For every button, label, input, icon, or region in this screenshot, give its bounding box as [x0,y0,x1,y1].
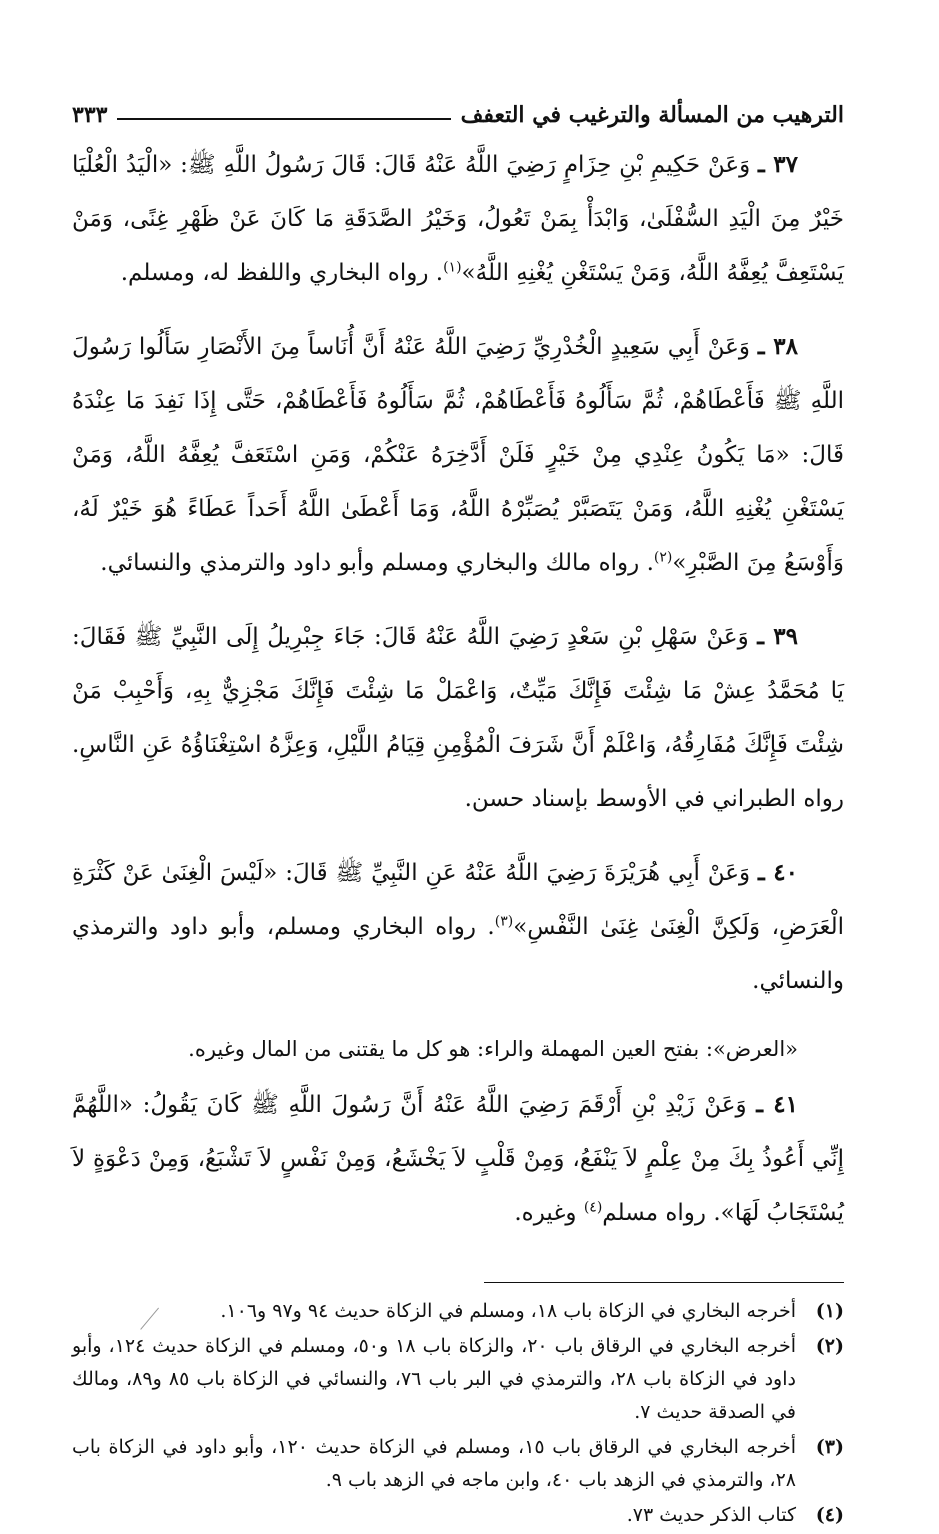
hadith-number: ٤٠ ـ [758,859,798,886]
footnote-ref[interactable]: (٣) [494,913,514,930]
footnote-text: أخرجه البخاري في الرقاق باب ٢٠، والزكاة باب ١٨ و٥٠، ومسلم في الزكاة حديث ١٢٤، وأبو داود في الزكاة باب ٢٨، والترمذي في البر باب ٧٦، والنسائي في الزكاة باب ٨٥ و٨٩، ومالك في الصدقة حديث ٧. [72,1335,797,1423]
hadith-number: ٣٨ ـ [757,333,798,360]
header-rule [117,118,450,120]
hadith-source: . رواه البخاري واللفظ له، ومسلم. [120,260,444,286]
running-header-title: الترهيب من المسألة والترغيب في التعفف [460,102,844,128]
footnote-item [72,1499,844,1532]
footnote-separator [72,1260,844,1295]
footnote-item [72,1295,844,1328]
footnotes [72,1295,844,1532]
hadith-source: وغيره. [514,1200,584,1226]
hadith-39 [72,610,844,826]
hadith-text: وَعَنْ أَبِي سَعِيدٍ الْخُدْرِيِّ رَضِيَ اللَّهُ عَنْهُ أَنَّ أُنَاساً مِنَ الأَنْصَارِ سَأَلُوا رَسُولَ اللَّهِ ﷺ فَأَعْطَاهُمْ، ثُمَّ سَأَلُوهُ فَأَعْطَاهُمْ، ثُمَّ سَأَلُوهُ فَأَعْطَاهُمْ، حَتَّى إِذَا نَفِدَ مَا عِنْدَهُ قَالَ: «مَا يَكُونُ عِنْدِي مِنْ خَيْرٍ فَلَنْ أَدَّخِرَهُ عَنْكُمْ، وَمَنِ اسْتَعَفَّ يُعِفَّهُ اللَّهُ، وَمَنْ يَسْتَغْنِ يُغْنِهِ اللَّهُ، وَمَنْ يَتَصَبَّرْ يُصَبِّرْهُ اللَّهُ، وَمَا أَعْطَىٰ اللَّهُ أَحَداً عَطَاءً هُوَ خَيْرٌ لَهُ، وَأَوْسَعُ مِنَ الصَّبْرِ» [72,334,844,576]
hadith-text: وَعَنْ سَهْلِ بْنِ سَعْدٍ رَضِيَ اللَّهُ عَنْهُ قَالَ: جَاءَ جِبْرِيلُ إِلَى النَّبِيِّ ﷺ فَقَالَ: يَا مُحَمَّدُ عِشْ مَا شِئْتَ فَإِنَّكَ مَيِّتٌ، وَاعْمَلْ مَا شِئْتَ فَإِنَّكَ مَجْزِيٌّ بِهِ، وَأَحْبِبْ مَنْ شِئْتَ فَإِنَّكَ مُفَارِقُهُ، وَاعْلَمْ أَنَّ شَرَفَ الْمُؤْمِنِ قِيَامُ اللَّيْلِ، وَعِزَّهُ اسْتِغْنَاؤُهُ عَنِ النَّاسِ. [72,624,844,758]
footnote-rule [484,1282,844,1283]
footnote-number: (١) [815,1300,844,1322]
footnote-number: (٢) [815,1335,844,1357]
hadith-40 [72,846,844,1008]
hadith-source: . رواه مالك والبخاري ومسلم وأبو داود والترمذي والنسائي. [100,550,654,576]
hadith-text: وَعَنْ أَبِي هُرَيْرَةَ رَضِيَ اللَّهُ عَنْهُ عَنِ النَّبِيِّ ﷺ قَالَ: «لَيْسَ الْغِنَىٰ عَنْ كَثْرَةِ الْعَرَضِ، وَلَكِنَّ الْغِنَىٰ غِنَىٰ النَّفْسِ» [72,860,844,940]
footnote-text: كتاب الذكر حديث ٧٣. [626,1504,796,1526]
word-gloss: «العرض»: بفتح العين المهملة والراء: هو كل ما يقتنى من المال وغيره. [188,1037,798,1061]
running-header [72,88,844,128]
hadith-number: ٤١ ـ [756,1091,799,1118]
page-number: ٣٣٣ [72,102,108,128]
footnote-ref[interactable]: (١) [443,259,462,276]
hadith-number: ٣٩ ـ [757,623,798,650]
book-page [72,88,844,1534]
footnote-number: (٤) [815,1504,844,1526]
footnote-ref[interactable]: (٤) [583,1199,603,1216]
hadith-38 [72,320,844,590]
hadith-41 [72,1078,844,1240]
hadith-text: وَعَنْ زَيْدِ بْنِ أَرْقَمَ رَضِيَ اللَّهُ عَنْهُ أَنَّ رَسُولَ اللَّهِ ﷺ كَانَ يَقُولُ: «اللَّهُمَّ إِنِّي أَعُوذُ بِكَ مِنْ عِلْمٍ لاَ يَنْفَعُ، وَمِنْ قَلْبٍ لاَ يَخْشَعُ، وَمِنْ نَفْسٍ لاَ تَشْبَعُ، وَمِنْ دَعْوَةٍ لاَ يُسْتَجَابُ لَهَا». رواه مسلم [72,1092,844,1226]
footnote-text: أخرجه البخاري في الزكاة باب ١٨، ومسلم في الزكاة حديث ٩٤ و٩٧ و١٠٦. [220,1300,796,1322]
footnote-item [72,1431,844,1497]
hadith-text: وَعَنْ حَكِيمِ بْنِ حِزَامٍ رَضِيَ اللَّهُ عَنْهُ قَالَ: قَالَ رَسُولُ اللَّهِ ﷺ: «الْيَدُ الْعُلْيَا خَيْرٌ مِنَ الْيَدِ السُّفْلَىٰ، وَابْدَأْ بِمَنْ تَعُولُ، وَخَيْرُ الصَّدَقَةِ مَا كَانَ عَنْ ظَهْرِ غِنًى، وَمَنْ يَسْتَعِفَّ يُعِفَّهُ اللَّهُ، وَمَنْ يَسْتَغْنِ يُغْنِهِ اللَّهُ» [72,152,844,286]
footnote-number: (٣) [815,1436,844,1458]
hadith-37 [72,138,844,300]
hadith-source: . رواه البخاري ومسلم، وأبو داود والترمذي والنسائي. [72,914,844,994]
hadith-source: رواه الطبراني في الأوسط بإسناد حسن. [464,786,844,812]
footnote-item [72,1330,844,1429]
hadith-number: ٣٧ ـ [758,151,798,178]
footnote-text: أخرجه البخاري في الرقاق باب ١٥، ومسلم في الزكاة حديث ١٢٠، وأبو داود في الزكاة باب ٢٨، والترمذي في الزهد باب ٤٠، وابن ماجه في الزهد باب ٩. [72,1436,796,1491]
footnote-ref[interactable]: (٢) [653,549,673,566]
